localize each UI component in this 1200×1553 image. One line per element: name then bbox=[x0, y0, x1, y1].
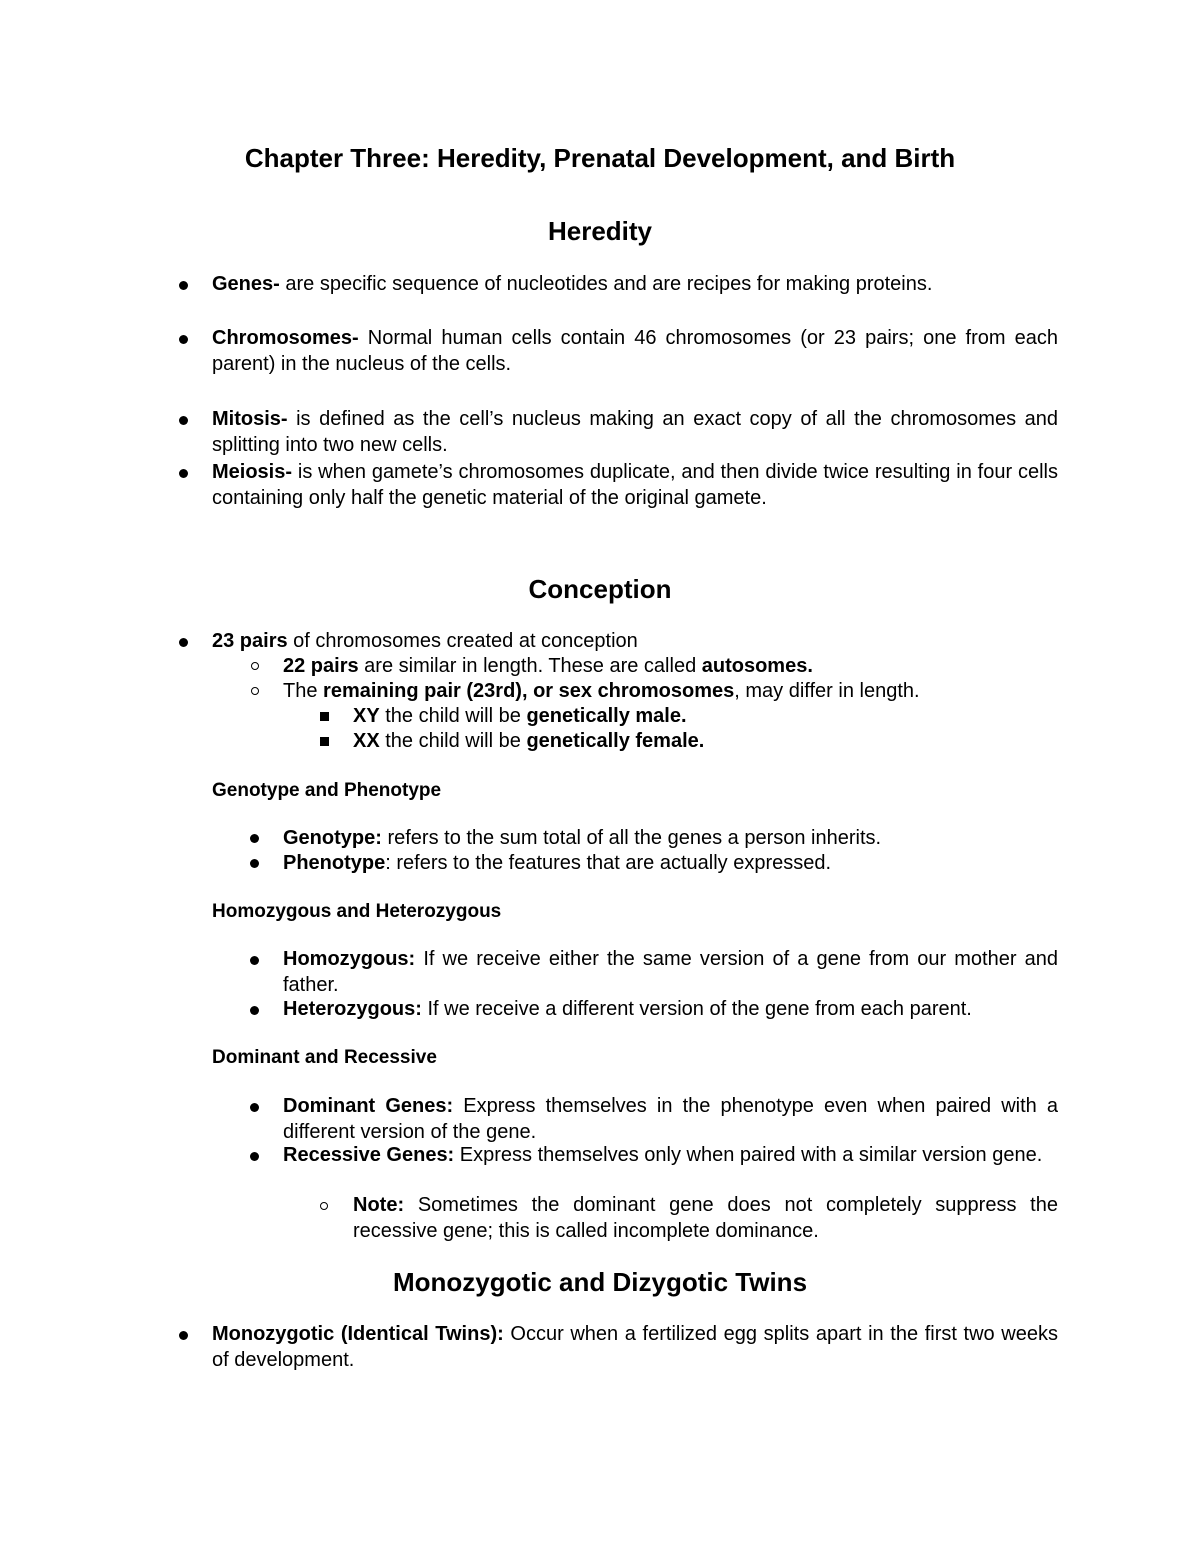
bullet-circle-icon bbox=[251, 662, 259, 670]
list-item-monozygotic: Monozygotic (Identical Twins): Occur when a fertilized egg splits apart in the first two weeks of development. bbox=[212, 1323, 1058, 1371]
list-item-23-pairs: 23 pairs of chromosomes created at conception bbox=[212, 630, 638, 652]
list-item-meiosis bbox=[212, 459, 1058, 511]
bullet-dot-icon bbox=[179, 335, 188, 344]
list-item-xx: XX the child will be genetically female. bbox=[353, 730, 705, 752]
list-item-homozygous: Homozygous: If we receive either the same version of a gene from our mother and father. bbox=[283, 948, 1058, 996]
page-title: Chapter Three: Heredity, Prenatal Development, and Birth bbox=[244, 143, 956, 173]
bullet-square-icon bbox=[320, 737, 329, 746]
list-item-xy: XY the child will be genetically male. bbox=[353, 705, 687, 727]
bullet-square-icon bbox=[320, 712, 329, 721]
def-mitosis: is defined as the cell’s nucleus making an exact copy of all the chromosomes and splitting into two new cells. bbox=[212, 408, 1058, 456]
list-item-mitosis bbox=[212, 406, 1058, 458]
list-item-genotype: Genotype: refers to the sum total of all the genes a person inherits. bbox=[283, 827, 882, 849]
list-item-phenotype: Phenotype: refers to the features that are actually expressed. bbox=[283, 852, 832, 874]
bullet-dot-icon bbox=[250, 859, 259, 868]
list-item-recessive: Recessive Genes: Express themselves only when paired with a similar version gene. bbox=[283, 1144, 1043, 1166]
bullet-dot-icon bbox=[250, 1152, 259, 1161]
heading-genotype-phenotype: Genotype and Phenotype bbox=[212, 780, 442, 801]
term-meiosis: Meiosis- bbox=[212, 461, 293, 483]
list-item-chromosomes bbox=[212, 325, 1058, 377]
bullet-dot-icon bbox=[179, 638, 188, 647]
heading-conception: Conception bbox=[528, 574, 672, 604]
heading-heredity: Heredity bbox=[547, 216, 653, 246]
term-chromosomes: Chromosomes- bbox=[212, 327, 359, 349]
bullet-circle-icon bbox=[251, 687, 259, 695]
bullet-dot-icon bbox=[250, 834, 259, 843]
bullet-dot-icon bbox=[250, 956, 259, 965]
def-chromosomes: Normal human cells contain 46 chromosomes (or 23 pairs; one from each parent) in the nucleus of the cells. bbox=[212, 327, 1058, 375]
term-genes: Genes- bbox=[212, 273, 280, 295]
term-mitosis: Mitosis- bbox=[212, 408, 288, 430]
list-item-remaining-pair: The remaining pair (23rd), or sex chromosomes, may differ in length. bbox=[283, 680, 920, 702]
list-item-heterozygous: Heterozygous: If we receive a different version of the gene from each parent. bbox=[283, 998, 972, 1020]
bullet-circle-icon bbox=[320, 1202, 328, 1210]
bullet-dot-icon bbox=[250, 1006, 259, 1015]
def-meiosis: is when gamete’s chromosomes duplicate, and then divide twice resulting in four cells containing only half the genetic material of the original gamete. bbox=[212, 461, 1058, 509]
bullet-dot-icon bbox=[250, 1103, 259, 1112]
list-item-note: Note: Sometimes the dominant gene does not completely suppress the recessive gene; this is called incomplete dominance. bbox=[353, 1194, 1058, 1242]
def-genes: are specific sequence of nucleotides and are recipes for making proteins. bbox=[279, 273, 933, 295]
bullet-dot-icon bbox=[179, 1331, 188, 1340]
list-item-genes bbox=[212, 271, 1058, 297]
bullet-dot-icon bbox=[179, 281, 188, 290]
list-item-22-pairs: 22 pairs are similar in length. These are called autosomes. bbox=[283, 655, 813, 677]
heading-homo-hetero: Homozygous and Heterozygous bbox=[212, 901, 502, 922]
list-item-dominant: Dominant Genes: Express themselves in the phenotype even when paired with a different version of the gene. bbox=[283, 1095, 1058, 1143]
heading-dominant-recessive: Dominant and Recessive bbox=[212, 1047, 437, 1068]
bullet-dot-icon bbox=[179, 469, 188, 478]
heading-twins: Monozygotic and Dizygotic Twins bbox=[392, 1267, 808, 1297]
bullet-dot-icon bbox=[179, 416, 188, 425]
